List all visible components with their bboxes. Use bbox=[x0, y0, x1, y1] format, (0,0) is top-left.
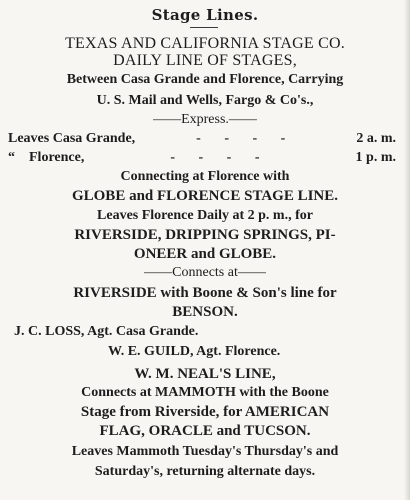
neal-line: W. M. NEAL'S LINE, bbox=[134, 366, 276, 382]
destinations-line-2: ONEER and GLOBE. bbox=[133, 246, 277, 262]
agent-florence: W. E. GUILD, Agt. Florence. bbox=[108, 344, 281, 359]
page-edge-shadow bbox=[404, 0, 410, 500]
agent-casa-grande: J. C. LOSS, Agt. Casa Grande. bbox=[14, 324, 199, 339]
schedule-place: “ Florence, bbox=[8, 150, 85, 165]
schedule-row-casa-grande bbox=[8, 131, 396, 147]
schedule-time: 2 a. m. bbox=[356, 131, 396, 146]
globe-line: GLOBE and FLORENCE STAGE LINE. bbox=[71, 188, 339, 204]
schedule-leader: - - - - bbox=[196, 131, 296, 146]
connects-at-subhead: ——Connects at—— bbox=[144, 265, 266, 280]
leaves-mammoth-text: Leaves Mammoth Tuesday's Thursday's and bbox=[71, 444, 339, 459]
schedule-row-florence bbox=[8, 150, 396, 166]
destinations-line-1: RIVERSIDE, DRIPPING SPRINGS, PI- bbox=[74, 227, 336, 243]
heading-rule bbox=[190, 27, 218, 28]
connects-mammoth-text: Connects at MAMMOTH with the Boone bbox=[81, 385, 329, 400]
carrying-text: U. S. Mail and Wells, Fargo & Co's., bbox=[96, 93, 314, 108]
stage-from-text: Stage from Riverside, for AMERICAN bbox=[80, 404, 330, 420]
schedule-time: 1 p. m. bbox=[355, 150, 396, 165]
riverside-text: RIVERSIDE with Boone & Son's line for bbox=[73, 285, 337, 301]
benson-text: BENSON. bbox=[172, 304, 238, 320]
saturday-text: Saturday's, returning alternate days. bbox=[94, 464, 316, 479]
express-subhead: ——Express.—— bbox=[153, 112, 257, 127]
daily-line: DAILY LINE OF STAGES, bbox=[113, 52, 297, 69]
ad-heading: Stage Lines. bbox=[151, 6, 259, 24]
leaves-florence-text: Leaves Florence Daily at 2 p. m., for bbox=[97, 208, 313, 223]
connecting-text: Connecting at Florence with bbox=[120, 169, 290, 184]
schedule-place: Leaves Casa Grande, bbox=[8, 131, 136, 146]
between-text: Between Casa Grande and Florence, Carrying bbox=[66, 72, 344, 87]
company-name: TEXAS AND CALIFORNIA STAGE CO. bbox=[65, 35, 345, 52]
flag-destinations: FLAG, ORACLE and TUCSON. bbox=[99, 423, 311, 439]
schedule-leader: - - - - bbox=[170, 150, 270, 165]
